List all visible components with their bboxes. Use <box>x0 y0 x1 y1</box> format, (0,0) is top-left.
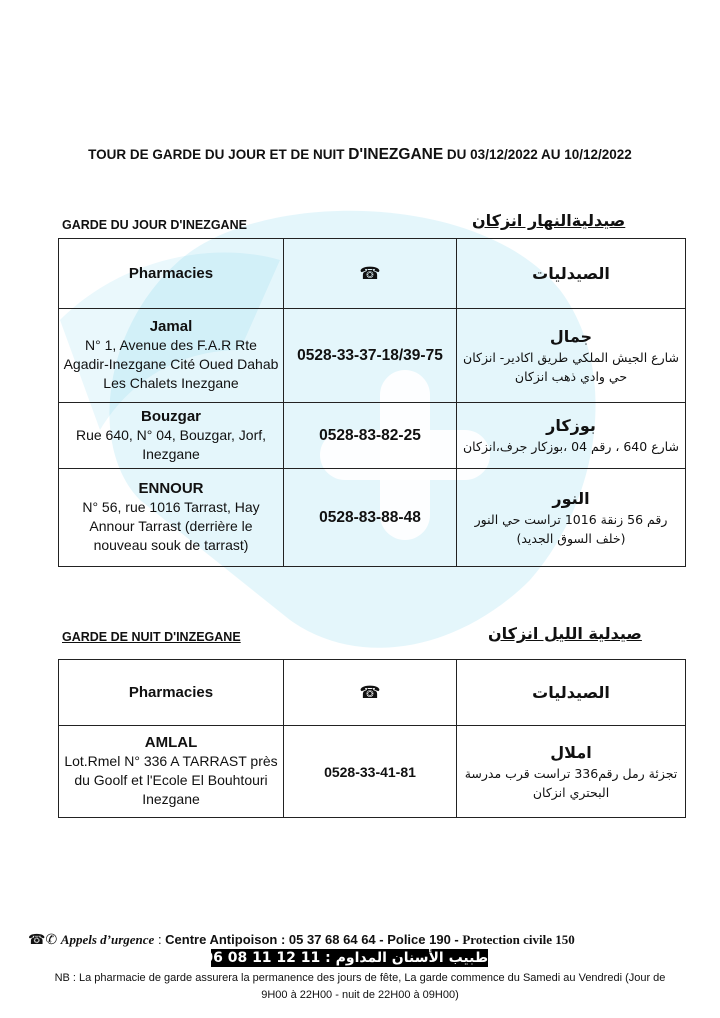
pharmacy-phone: 0528-83-82-25 <box>319 426 421 444</box>
phone-icon: ☎ <box>359 682 381 702</box>
pharmacy-name-ar: النور <box>552 488 590 508</box>
pharmacy-ar-cell <box>457 469 686 567</box>
table-header-row <box>59 660 686 726</box>
pharmacy-phone: 0528-83-88-48 <box>319 508 421 526</box>
page-title <box>0 146 720 164</box>
pharmacy-fr-cell <box>59 403 284 469</box>
pharmacy-address-ar: شارع الجيش الملكي طريق اكادير- انزكان حي وادي ذهب انزكان <box>463 349 679 384</box>
title-city: D'INEZGANE <box>348 146 444 163</box>
pharmacy-name-ar: جمال <box>549 326 593 346</box>
pharmacy-name: AMLAL <box>144 734 198 751</box>
night-section-label: GARDE DE NUIT D'INZEGANE <box>62 630 241 644</box>
phone-cell <box>284 469 457 567</box>
pharmacy-ar-cell <box>457 726 686 818</box>
col-header-pharmacies: Pharmacies <box>59 239 284 309</box>
pharmacy-address-ar: شارع 640 ، رقم 04 ،بوزكار جرف،انزكان <box>463 439 679 454</box>
col-header-pharmacies-ar: الصيدليات <box>457 660 686 726</box>
col-header-phone <box>284 660 457 726</box>
pharmacy-phone: 0528-33-41-81 <box>324 763 416 780</box>
col-header-pharmacies-ar: الصيدليات <box>457 239 686 309</box>
civil-protection-info: Protection civile 150 <box>462 932 575 947</box>
pharmacy-name: Bouzgar <box>141 407 201 425</box>
table-row <box>59 726 686 818</box>
antipoison-info: Centre Antipoison : 05 37 68 64 64 - Police 190 - <box>165 932 463 947</box>
pharmacy-name: ENNOUR <box>138 480 204 497</box>
pharmacy-ar-cell <box>457 403 686 469</box>
title-prefix: TOUR DE GARDE DU JOUR ET DE NUIT <box>88 147 349 162</box>
phone-cell <box>284 403 457 469</box>
pharmacy-address: Lot.Rmel N° 336 A TARRAST près du Goolf et l'Ecole El Bouhtouri Inezgane <box>64 753 278 807</box>
table-header-row <box>59 239 686 309</box>
pharmacy-address: Rue 640, N° 04, Bouzgar, Jorf, Inezgane <box>75 426 267 462</box>
col-header-phone <box>284 239 457 309</box>
emergency-label: Appels d’urgence <box>60 932 155 947</box>
title-dates: DU 03/12/2022 AU 10/12/2022 <box>443 147 632 162</box>
pharmacy-address-ar: رقم 56 زنقة 1016 تراست حي النور (خلف السوق الجديد) <box>474 511 668 546</box>
pharmacy-phone: 0528-33-37-18/39-75 <box>297 346 443 364</box>
pharmacy-name-ar: بوزكار <box>546 416 596 435</box>
night-pharmacy-table <box>58 659 686 818</box>
pharmacy-address: N° 56, rue 1016 Tarrast, Hay Annour Tarrast (derrière le nouveau souk de tarrast) <box>82 499 260 553</box>
pharmacy-address-ar: تجزئة رمل رقم336 تراست قرب مدرسة البحتري انزكان <box>464 765 678 800</box>
pharmacy-fr-cell <box>59 469 284 567</box>
phone-cell <box>284 309 457 403</box>
pharmacy-address: N° 1, Avenue des F.A.R Rte Agadir-Inezgane Cité Oued Dahab Les Chalets Inezgane <box>63 337 279 391</box>
emergency-colon: : <box>154 932 166 947</box>
day-pharmacy-table <box>58 238 686 567</box>
pharmacy-ar-cell <box>457 309 686 403</box>
table-row <box>59 403 686 469</box>
table-row <box>59 309 686 403</box>
day-section-label-ar: صيدليةالنهار انزكان <box>472 211 626 230</box>
emergency-calls-line <box>28 931 708 948</box>
night-section-label-ar: صيدلية الليل انزكان <box>488 624 642 643</box>
day-section-label: GARDE DU JOUR D'INEZGANE <box>62 218 247 232</box>
pharmacy-name-ar: املال <box>550 742 592 762</box>
phone-fax-icon: ☎✆ <box>28 931 58 947</box>
footer-note: NB : La pharmacie de garde assurera la permanence des jours de fête, La garde commence du Samedi au Vendredi (Jour de 9H00 à 22H00 - nuit de 22H00 à 09H00) <box>54 972 666 1001</box>
pharmacy-fr-cell <box>59 309 284 403</box>
col-header-pharmacies: Pharmacies <box>59 660 284 726</box>
pharmacy-name: Jamal <box>149 318 193 335</box>
dentist-on-call-banner: طبيب الأسنان المداوم : 11 12 11 08 06 <box>203 950 488 966</box>
phone-icon: ☎ <box>359 263 381 283</box>
table-row <box>59 469 686 567</box>
phone-cell <box>284 726 457 818</box>
pharmacy-fr-cell <box>59 726 284 818</box>
